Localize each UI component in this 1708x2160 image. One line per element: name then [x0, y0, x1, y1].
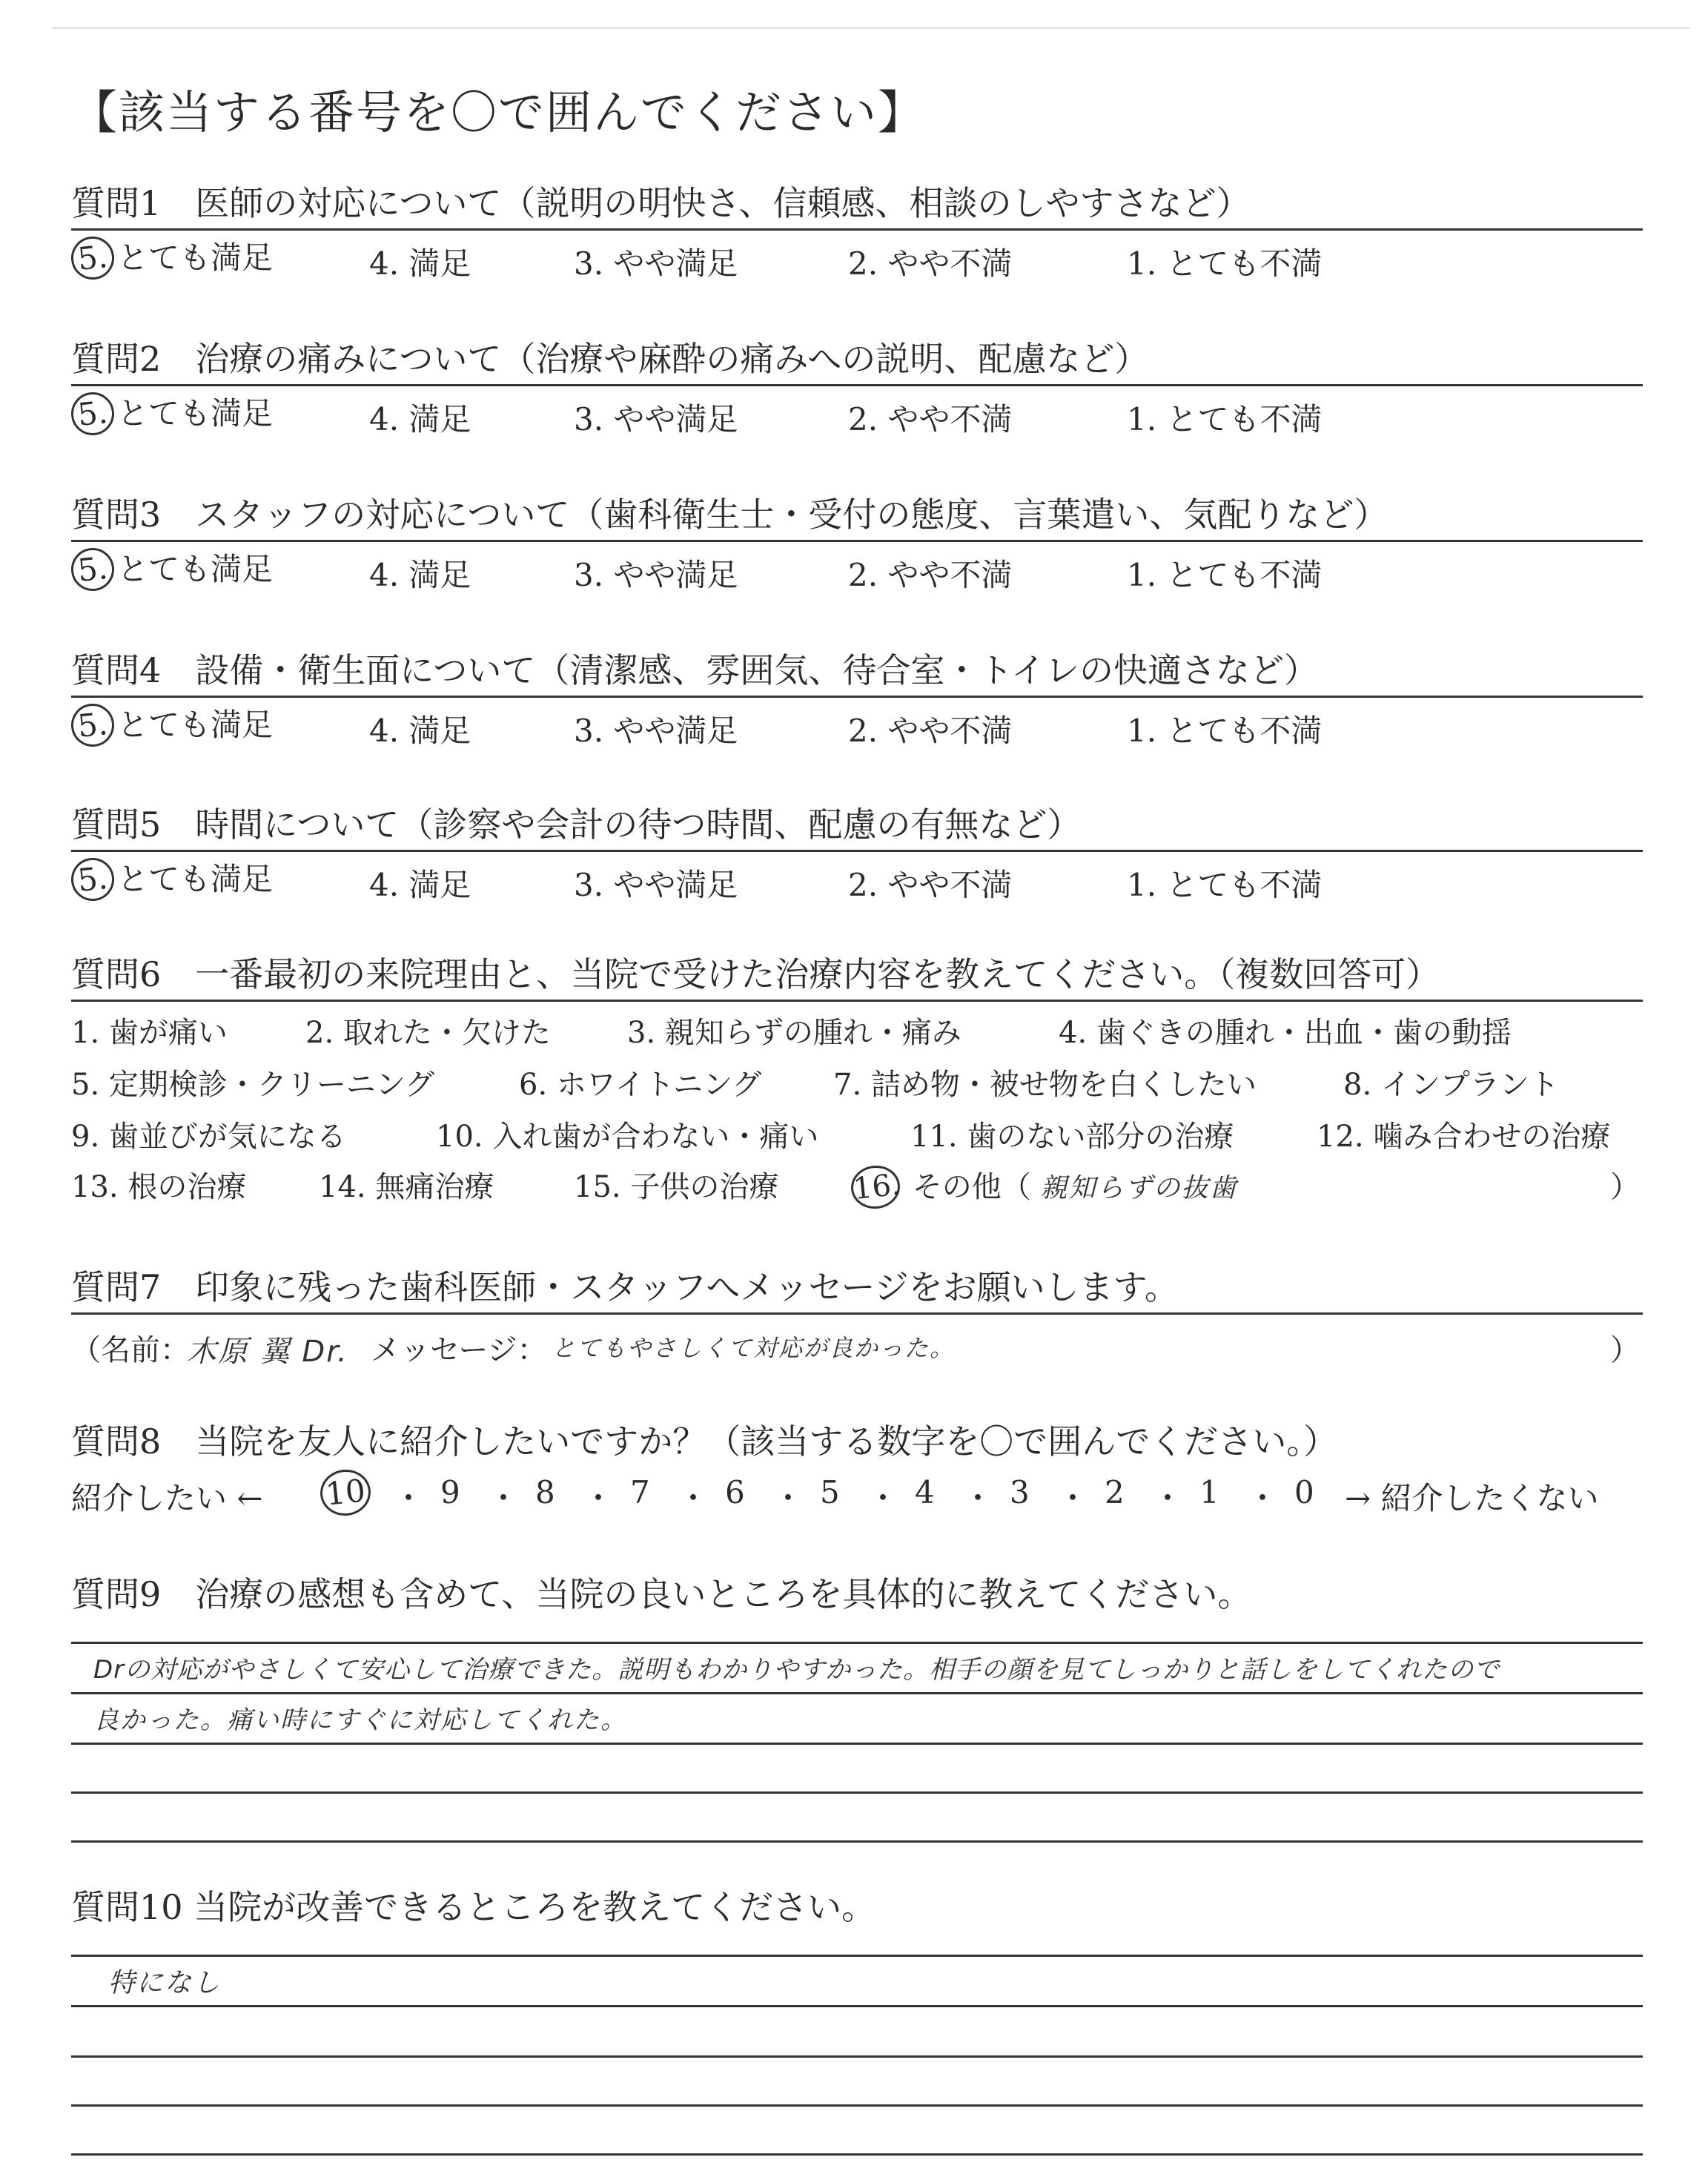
rating-option-2[interactable]: [848, 861, 1012, 905]
rating-option-3[interactable]: [574, 707, 738, 751]
rating-option-2[interactable]: [848, 395, 1012, 440]
rating-option-4[interactable]: [369, 395, 471, 440]
other-label: その他（: [912, 1170, 1031, 1204]
question-title: 質問10 当院が改善できるところを教えてください。: [71, 1887, 876, 1927]
question-title: 質問2 治療の痛みについて（治療や麻酔の痛みへの説明、配慮など）: [71, 339, 1149, 379]
reason-item-6[interactable]: 6. ホワイトニング: [519, 1068, 762, 1102]
scale-item-1[interactable]: 1: [1199, 1474, 1219, 1510]
writing-line: [71, 2055, 1643, 2058]
option-label: 2. やや不満: [848, 557, 1013, 593]
page-heading: 【該当する番号を〇で囲んでください】: [71, 85, 926, 139]
scale-item-8[interactable]: 8: [535, 1474, 555, 1510]
option-label: 1. とても不満: [1127, 867, 1323, 903]
reason-item-10[interactable]: 10. 入れ歯が合わない・痛い: [436, 1120, 819, 1154]
option-label: 4. 満足: [369, 867, 471, 903]
rating-option-1[interactable]: [1127, 707, 1322, 751]
scale-item-0[interactable]: 0: [1294, 1474, 1314, 1510]
scale-item-7[interactable]: 7: [630, 1474, 650, 1510]
message-answer[interactable]: とてもやさしくて対応が良かった。: [552, 1334, 956, 1362]
question-title: 質問7 印象に残った歯科医師・スタッフへメッセージをお願いします。: [71, 1267, 1179, 1307]
scale-separator: ・: [1057, 1480, 1089, 1516]
reason-item-11[interactable]: 11. 歯のない部分の治療: [910, 1120, 1234, 1154]
reason-item-15[interactable]: 15. 子供の治療: [574, 1170, 779, 1204]
other-answer: 親知らずの抜歯: [1040, 1173, 1238, 1203]
selected-circle: 5.: [69, 546, 116, 593]
writing-line: [71, 2104, 1643, 2107]
reason-item-9[interactable]: 9. 歯並びが気になる: [71, 1120, 346, 1154]
question-8: [71, 1418, 1643, 1525]
scale-separator: ・: [393, 1480, 425, 1516]
option-label: 2. やや不満: [848, 713, 1013, 749]
rating-option-3[interactable]: [574, 395, 738, 440]
reason-item-1[interactable]: 1. 歯が痛い: [71, 1016, 228, 1050]
option-label: 2. やや不満: [848, 867, 1013, 903]
option-label: とても満足: [117, 707, 274, 743]
rating-option-2[interactable]: [848, 240, 1012, 284]
rating-option-4[interactable]: [369, 707, 471, 751]
rating-option-5[interactable]: [71, 701, 273, 747]
question-6: [71, 951, 1643, 1217]
rating-option-1[interactable]: [1127, 551, 1322, 595]
question-2: [71, 335, 1643, 446]
rating-option-1[interactable]: [1127, 861, 1322, 905]
rating-option-3[interactable]: [574, 240, 738, 284]
rating-option-2[interactable]: [848, 551, 1012, 595]
question-7: [71, 1264, 1643, 1373]
message-label: メッセージ：: [371, 1333, 547, 1367]
writing-line: [71, 2005, 1643, 2007]
reason-item-other[interactable]: [851, 1163, 1237, 1209]
option-label: とても満足: [117, 395, 274, 432]
scale-separator: ・: [488, 1480, 520, 1516]
scale-item-9[interactable]: 9: [440, 1474, 460, 1510]
option-label: 1. とても不満: [1127, 401, 1323, 437]
option-label: 4. 満足: [369, 401, 471, 437]
selected-circle: 5.: [69, 701, 116, 749]
scale-separator: ・: [867, 1480, 899, 1516]
option-label: 4. 満足: [369, 557, 471, 593]
underline: [71, 1312, 1643, 1315]
scale-item-6[interactable]: 6: [725, 1474, 745, 1510]
rating-options: [71, 852, 1643, 911]
question-3: [71, 491, 1643, 601]
question-title: 質問6 一番最初の来院理由と、当院で受けた治療内容を教えてください。（複数回答可）: [71, 954, 1440, 994]
question-10: [71, 1883, 1643, 1998]
scale-separator: ・: [583, 1480, 615, 1516]
scale-separator: ・: [1152, 1480, 1184, 1516]
question-title: 質問1 医師の対応について（説明の明快さ、信頼感、相談のしやすさなど）: [71, 183, 1251, 223]
rating-option-4[interactable]: [369, 551, 471, 595]
selected-circle: 10: [318, 1467, 373, 1519]
rating-options: [71, 231, 1643, 290]
scale-item-10[interactable]: [320, 1470, 374, 1516]
reason-item-13[interactable]: 13. 根の治療: [71, 1170, 247, 1204]
referral-scale: [71, 1465, 1643, 1525]
option-label: 2. やや不満: [848, 401, 1013, 437]
message-line: [71, 1321, 1643, 1373]
answer-line-1[interactable]: Drの対応がやさしくて安心して治療できた。説明もわかりやすかった。相手の顔を見てしっかりと話しをしてくれたので: [93, 1655, 1500, 1685]
scale-separator: ・: [1247, 1480, 1279, 1516]
writing-line: [71, 2153, 1643, 2156]
question-title: 質問8 当院を友人に紹介したいですか？（該当する数字を〇で囲んでください。）: [71, 1421, 1338, 1462]
rating-options: [71, 386, 1643, 446]
question-title: 質問4 設備・衛生面について（清潔感、雰囲気、待合室・トイレの快適さなど）: [71, 650, 1319, 690]
reason-item-5[interactable]: 5. 定期検診・クリーニング: [71, 1068, 435, 1102]
answer-line-2[interactable]: 良かった。痛い時にすぐに対応してくれた。: [93, 1705, 627, 1735]
reason-list: [71, 1002, 1643, 1217]
scan-edge: [52, 27, 1690, 29]
rating-option-4[interactable]: [369, 240, 471, 284]
question-5: [71, 801, 1643, 911]
question-1: [71, 179, 1643, 290]
scale-item-5[interactable]: 5: [820, 1474, 840, 1510]
reason-item-7[interactable]: 7. 詰め物・被せ物を白くしたい: [833, 1068, 1257, 1102]
rating-option-1[interactable]: [1127, 395, 1322, 440]
scale-item-2[interactable]: 2: [1105, 1474, 1125, 1510]
option-label: とても満足: [117, 240, 274, 276]
option-label: 1. とても不満: [1127, 713, 1323, 749]
option-label: 4. 満足: [369, 713, 471, 749]
rating-option-5[interactable]: [71, 389, 273, 435]
scale-item-3[interactable]: 3: [1010, 1474, 1030, 1510]
selected-circle: 5.: [69, 856, 116, 903]
question-title: 質問5 時間について（診察や会計の待つ時間、配慮の有無など）: [71, 805, 1082, 845]
rating-option-4[interactable]: [369, 861, 471, 905]
reason-item-12[interactable]: 12. 噛み合わせの治療: [1317, 1120, 1611, 1154]
other-close-paren: ）: [1610, 1170, 1640, 1204]
option-label: とても満足: [117, 861, 274, 897]
message-close-paren: ）: [1610, 1333, 1640, 1367]
question-9: [71, 1571, 1643, 1735]
scale-separator: ・: [962, 1480, 994, 1516]
writing-line: [71, 1791, 1643, 1794]
option-label: 3. やや満足: [574, 401, 738, 437]
question-title: 質問9 治療の感想も含めて、当院の良いところを具体的に教えてください。: [71, 1574, 1252, 1614]
reason-item-14[interactable]: 14. 無痛治療: [319, 1170, 494, 1204]
option-label: 3. やや満足: [574, 867, 738, 903]
rating-option-1[interactable]: [1127, 240, 1322, 284]
rating-option-3[interactable]: [574, 861, 738, 905]
scale-separator: ・: [678, 1480, 709, 1516]
name-answer[interactable]: 木原 翼 Dr.: [187, 1335, 348, 1369]
rating-option-5[interactable]: [71, 855, 273, 901]
scale-separator: ・: [772, 1480, 804, 1516]
option-label: 3. やや満足: [574, 245, 738, 282]
reason-item-2[interactable]: 2. 取れた・欠けた: [305, 1016, 551, 1050]
writing-line: [71, 1692, 1643, 1694]
selected-circle: 16.: [849, 1163, 902, 1212]
selected-circle: 5.: [69, 234, 116, 282]
writing-line: [71, 1955, 1643, 1957]
option-label: 4. 満足: [369, 245, 471, 282]
option-label: とても満足: [117, 551, 274, 587]
option-label: 1. とても不満: [1127, 245, 1323, 282]
question-title: 質問3 スタッフの対応について（歯科衛生士・受付の態度、言葉遣い、気配りなど）: [71, 495, 1388, 535]
option-label: 2. やや不満: [848, 245, 1013, 282]
writing-line: [71, 1642, 1643, 1644]
scale-right-label: → 紹介したくない: [1345, 1480, 1599, 1516]
rating-options: [71, 698, 1643, 757]
rating-option-5[interactable]: [71, 545, 273, 591]
writing-line: [71, 1743, 1643, 1745]
option-label: 3. やや満足: [574, 557, 738, 593]
scale-left-label: 紹介したい ←: [71, 1480, 263, 1516]
question-4: [71, 647, 1643, 757]
reason-item-3[interactable]: 3. 親知らずの腫れ・痛み: [627, 1016, 961, 1050]
name-label: （名前：: [71, 1333, 190, 1367]
rating-option-5[interactable]: [71, 234, 273, 280]
writing-line: [71, 1840, 1643, 1843]
option-label: 3. やや満足: [574, 713, 738, 749]
reason-item-4[interactable]: 4. 歯ぐきの腫れ・出血・歯の動揺: [1059, 1016, 1512, 1050]
answer-line-1[interactable]: 特になし: [108, 1968, 222, 1998]
option-label: 1. とても不満: [1127, 557, 1323, 593]
rating-option-2[interactable]: [848, 707, 1012, 751]
rating-option-3[interactable]: [574, 551, 738, 595]
reason-item-8[interactable]: 8. インプラント: [1343, 1068, 1559, 1102]
selected-circle: 5.: [69, 390, 116, 437]
rating-options: [71, 542, 1643, 601]
scale-item-4[interactable]: 4: [915, 1474, 935, 1510]
